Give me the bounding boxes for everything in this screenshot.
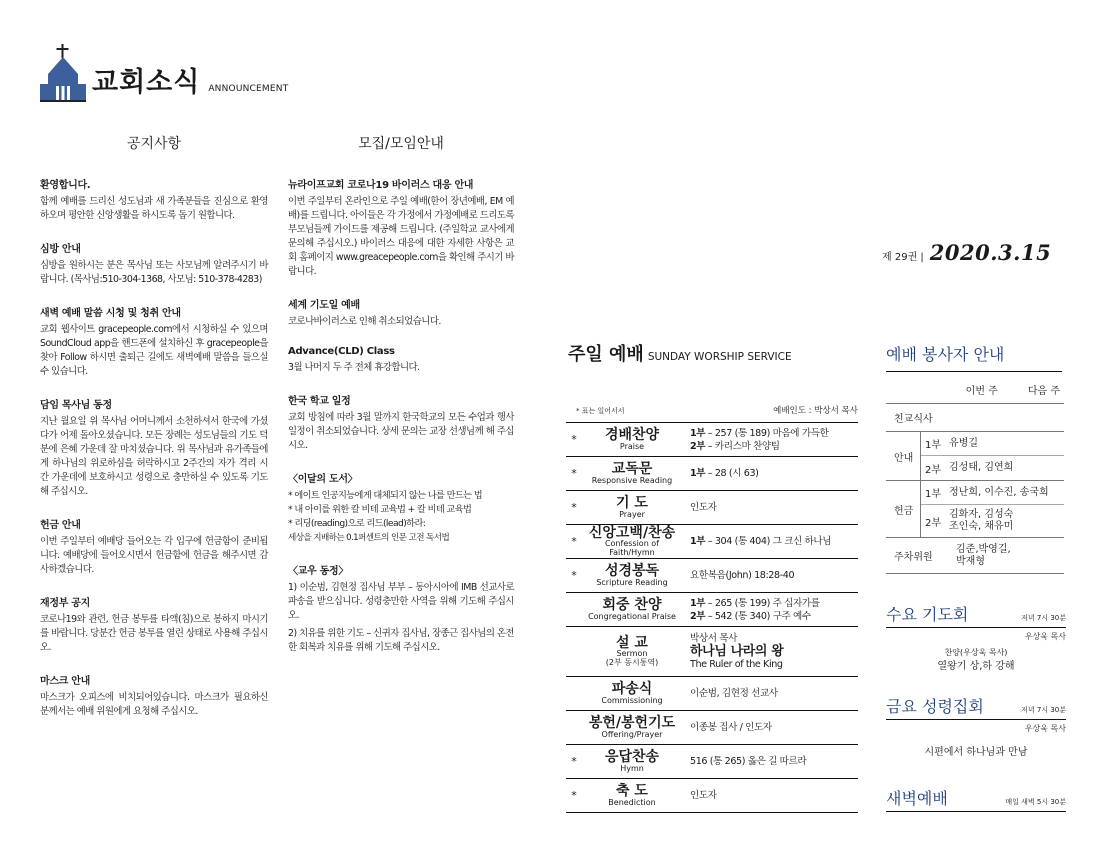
notice-title: 재정부 공지	[40, 598, 90, 609]
service-item-name	[582, 496, 682, 519]
book-line: * 에이트 인공지능에게 대체되지 않는 나를 만드는 법	[288, 490, 483, 501]
book-line: * 내 아이를 위한 칼 비테 교육법 + 칼 비테 교육법	[288, 504, 472, 515]
recruit-text: 교회 방침에 따라 3월 말까지 한국학교의 모든 수업과 행사 일정이 취소되었습니다. 상세 문의는 교장 선생님께 해 주십시오.	[288, 412, 514, 451]
notice-title: 담임 목사님 동정	[40, 400, 112, 411]
issue-info	[882, 240, 1051, 265]
notice-title: 심방 안내	[40, 244, 81, 255]
mission-item: 2) 치유를 위한 기도 – 신귀자 집사님, 장종근 집사님의 온전한 회복과 치유를 위해 기도해 주십시오.	[288, 628, 514, 653]
meeting-body	[886, 646, 1066, 674]
service-item-ko: 축 도	[616, 782, 648, 799]
service-row	[566, 593, 858, 627]
service-desc-line: 1부 – 304 (통 404) 그 크신 하나님	[690, 536, 832, 547]
service-item-en: Commissioning	[601, 695, 663, 705]
service-row	[566, 779, 858, 813]
service-item-en: Confession of Faith/Hymn	[604, 539, 660, 557]
issue-date: 2020.3.15	[929, 240, 1052, 265]
meeting-leader: 우상욱 목사	[1024, 724, 1066, 733]
service-item-en: Sermon	[616, 649, 648, 659]
meeting-title: 수요 기도회	[886, 605, 969, 624]
service-item-name	[582, 462, 682, 485]
meeting-line: 찬양(우상욱 목사)	[944, 648, 1008, 657]
fellowship-label: 친교식사	[894, 414, 933, 425]
service-item-ko: 설 교	[616, 634, 648, 651]
stand-marker: *	[571, 501, 577, 514]
notice-item	[40, 516, 268, 577]
volunteer-names: 김성태, 김연희	[949, 462, 1014, 473]
service-item-name	[582, 598, 682, 621]
usher-group	[886, 432, 1064, 481]
service-item-name	[582, 564, 682, 587]
service-desc-line: 인도자	[690, 790, 717, 801]
service-part-label: 1부	[925, 440, 942, 451]
service-desc-line: 1부 – 265 (통 199) 주 십자가를	[690, 597, 820, 609]
recruit-item	[288, 176, 514, 279]
service-title-en: SUNDAY WORSHIP SERVICE	[647, 351, 792, 363]
volunteer-names: 김화자, 김성숙 조인숙, 채유미	[949, 509, 1014, 532]
notice-text: 마스크가 오피스에 비치되어있습니다. 마스크가 필요하신 분께서는 예배 위원에게 요청해 주십시오.	[40, 692, 268, 717]
service-item-ko: 기 도	[616, 494, 648, 511]
service-part-label: 2부	[925, 517, 942, 529]
service-row	[566, 711, 858, 745]
service-item-desc	[682, 597, 858, 623]
service-part-label: 2부	[925, 464, 942, 476]
service-item-desc	[682, 755, 858, 768]
recruit-text: 이번 주일부터 온라인으로 주일 예배(한어 장년예배, EM 예배)를 드립니다. 아이들은 각 가정에서 가정예배로 드리도록 부모님들께 가이드를 제공해 드립니다. (주일학교 교사에게 문의해 주십시오.) 바이러스 대응에 대한 자세한 사항은 교회 홈페이지 www.greacepeople.com을 확인해 주시기 바랍니다.	[288, 196, 514, 277]
meeting-section	[886, 786, 1066, 816]
service-title-ko: 주일 예배	[568, 344, 644, 365]
service-item-ko: 파송식	[611, 680, 653, 697]
meeting-section	[886, 602, 1066, 674]
service-item-en: Congregational Praise	[588, 611, 676, 621]
service-part: 1부	[690, 468, 706, 479]
service-item-desc	[682, 721, 858, 734]
parking-row	[886, 538, 1064, 574]
offering-row	[921, 481, 1064, 505]
page-subtitle: ANNOUNCEMENT	[208, 84, 289, 94]
recruit-title: 세계 기도일 예배	[288, 300, 360, 311]
service-item-en: Benediction	[608, 797, 656, 807]
page-title: 교회소식	[92, 67, 201, 98]
notices-list	[40, 176, 268, 736]
stand-marker: *	[571, 433, 577, 446]
meeting-header	[886, 786, 1066, 812]
meeting-leader: 우상욱 목사	[1024, 632, 1066, 641]
service-row	[566, 423, 858, 457]
notice-title: 새벽 예배 말씀 시청 및 청취 안내	[40, 308, 181, 319]
service-item-note: (2부 동시통역)	[605, 657, 659, 667]
service-notes	[576, 404, 858, 416]
notice-item	[40, 396, 268, 499]
recruit-title: Advance(CLD) Class	[288, 346, 395, 357]
meeting-line: 열왕기 상,하 강해	[937, 661, 1015, 672]
service-item-name	[582, 526, 682, 557]
meeting-header	[886, 602, 1066, 628]
notice-title: 마스크 안내	[40, 676, 90, 687]
service-desc-line: 박상서 목사	[690, 633, 737, 644]
service-item-name	[582, 784, 682, 807]
service-desc-line: 요한복음(John) 18:28-40	[690, 570, 795, 581]
service-desc-line: 2부 – 카리스마 찬양팀	[690, 440, 780, 452]
book-line: * 리딩(reading)으로 리드(lead)하라:	[288, 518, 426, 529]
notice-text: 코로나19와 관련, 헌금 봉투를 타액(침)으로 봉하지 마시기를 바랍니다. 당분간 헌금 봉투를 열린 상태로 사용해 주십시오.	[40, 614, 268, 653]
church-icon	[40, 44, 86, 102]
recruit-item	[288, 392, 514, 453]
notice-item	[40, 672, 268, 719]
service-desc-line: 이종봉 집사 / 인도자	[690, 722, 772, 733]
recruit-item	[288, 296, 514, 329]
service-row	[566, 677, 858, 711]
service-title	[568, 340, 792, 366]
standing-note: * 표는 일어서서	[576, 407, 625, 415]
missions-section	[288, 562, 514, 655]
offering-group	[886, 481, 1064, 538]
recruit-heading: 모집/모임안내	[358, 136, 444, 152]
service-leader: 예배인도 : 박상서 목사	[773, 406, 858, 416]
service-item-ko: 성경봉독	[604, 562, 660, 579]
service-item-ko: 회중 찬양	[602, 596, 662, 613]
volunteer-names: 정난희, 이수진, 송국희	[949, 486, 1049, 498]
notice-item	[40, 304, 268, 379]
volunteer-names: 유병길	[949, 437, 978, 449]
stand-marker: *	[571, 535, 577, 548]
meeting-time: 저녁 7시 30분	[1021, 706, 1066, 714]
service-desc-line: 516 (통 265) 옳은 길 따르라	[690, 756, 807, 767]
notice-item	[40, 594, 268, 655]
service-item-ko: 응답찬송	[604, 748, 660, 765]
notice-text: 이번 주일부터 예배당 들어오는 각 입구에 헌금함이 준비됩니다. 예배당에 들어오시면서 헌금함에 헌금을 해주시면 감사하겠습니다.	[40, 536, 268, 575]
recruit-text: 코로나바이러스로 인해 취소되었습니다.	[288, 316, 441, 327]
service-item-en: Prayer	[619, 509, 645, 519]
service-item-name	[582, 428, 682, 451]
service-row	[566, 525, 858, 559]
offering-lines	[920, 481, 1064, 537]
service-item-ko: 경배찬양	[604, 426, 660, 443]
service-item-ko: 봉헌/봉헌기도	[588, 714, 676, 731]
usher-lines	[920, 432, 1064, 480]
meeting-section	[886, 694, 1066, 760]
service-item-name	[582, 750, 682, 773]
service-item-desc	[682, 501, 858, 514]
service-item-ko: 교독문	[611, 460, 653, 477]
meeting-title: 새벽예배	[886, 789, 948, 808]
offering-label: 헌금	[894, 505, 914, 517]
recruit-text: 3월 나머지 두 주 전체 휴강합니다.	[288, 362, 420, 373]
service-item-name	[582, 636, 682, 667]
books-section	[288, 470, 514, 545]
notice-text: 교회 웹사이트 gracepeople.com에서 시청하실 수 있으며 SoundCloud app을 핸드폰에 설치하신 후 gracepeople을 찾아 Follow 하시면 출퇴근 길에도 새벽예배 말씀을 들으실 수 있습니다.	[40, 324, 268, 377]
service-item-en: Responsive Reading	[591, 475, 673, 485]
books-title: 〈이달의 도서〉	[288, 474, 358, 485]
book-line: 세상을 지배하는 0.1퍼센트의 인문 고전 독서법	[288, 533, 450, 543]
service-desc-line: The Ruler of the King	[690, 659, 783, 670]
meeting-line: 시편에서 하나님과 만남	[924, 747, 1028, 758]
notice-text: 함께 예배를 드리신 성도님과 새 가족분들을 진심으로 환영하오며 평안한 신앙생활을 하시도록 돕기 원합니다.	[40, 196, 268, 221]
service-desc-line: 1부 – 257 (통 189) 마음에 가득한	[690, 427, 829, 439]
notice-text: 지난 월요일 위 목사님 어머니께서 소천하셔서 한국에 가셨다가 어제 돌아오셨습니다. 모든 장례는 성도님들의 기도 덕분에 은혜 가운데 잘 마치셨습니다. 위 목사님과 유가족들에게 하나님의 위로하심을 허락하시고 2주간의 자가 격리 시간 가운데에 보호하시고 성령으로 충만하실 수 있도록 기도해 주십시오.	[40, 416, 268, 497]
notices-heading: 공지사항	[126, 136, 182, 152]
next-week-label: 다음 주	[1027, 386, 1060, 397]
service-part: 1부	[690, 597, 706, 609]
meeting-time: 매일 새벽 5시 30분	[1005, 798, 1066, 806]
service-desc-line: 1부 – 28 (시 63)	[690, 468, 759, 479]
parking-label: 주차위원	[894, 552, 933, 563]
service-item-desc	[682, 427, 858, 453]
recruit-title: 뉴라이프교회 코로나19 바이러스 대응 안내	[288, 180, 474, 191]
recruit-title: 한국 학교 일정	[288, 396, 351, 407]
service-row	[566, 457, 858, 491]
page-header	[40, 42, 288, 102]
volunteer-title: 예배 봉사자 안내	[886, 342, 1062, 372]
service-item-en: Scripture Reading	[596, 577, 668, 587]
service-item-name	[582, 716, 682, 739]
parking-names: 김준,박영길, 박재형	[956, 543, 1011, 567]
usher-row	[921, 456, 1064, 480]
recruit-item	[288, 346, 514, 375]
volunteer-section	[886, 342, 1064, 574]
notice-title: 환영합니다.	[40, 180, 91, 191]
stand-marker: *	[571, 467, 577, 480]
service-item-desc	[682, 687, 858, 700]
fellowship-row	[886, 404, 1064, 432]
service-item-desc	[682, 569, 858, 582]
service-item-desc	[682, 535, 858, 548]
service-part: 1부	[690, 536, 706, 547]
meeting-header	[886, 694, 1066, 720]
service-part: 1부	[690, 427, 706, 439]
this-week-label: 이번 주	[965, 386, 998, 397]
service-desc-line: 인도자	[690, 502, 717, 513]
service-desc-line: 이순범, 김현정 선교사	[690, 688, 778, 699]
service-part: 2부	[690, 440, 706, 452]
service-item-en: Hymn	[620, 763, 644, 773]
service-row	[566, 745, 858, 779]
usher-label: 안내	[894, 452, 914, 464]
notice-text: 심방을 원하시는 분은 목사님 또는 사모님께 알려주시기 바랍니다. (목사님:510-304-1368, 사모님: 510-378-4283)	[40, 260, 268, 285]
volunteer-header	[886, 372, 1064, 404]
service-desc-line: 2부 – 542 (통 340) 구주 예수	[690, 610, 811, 622]
stand-marker: *	[571, 569, 577, 582]
service-part-label: 1부	[925, 489, 942, 500]
usher-row	[921, 432, 1064, 456]
service-item-en: Offering/Prayer	[601, 729, 663, 739]
stand-marker: *	[571, 755, 577, 768]
service-order-table	[566, 422, 858, 813]
service-item-name	[582, 682, 682, 705]
recruit-list	[288, 176, 514, 672]
issue-volume: 제 29권 |	[882, 252, 924, 263]
meeting-body	[886, 746, 1066, 760]
service-row	[566, 627, 858, 677]
service-part: 2부	[690, 610, 706, 622]
notice-item	[40, 240, 268, 287]
service-item-desc	[682, 632, 858, 671]
service-row	[566, 491, 858, 525]
meeting-title: 금요 성령집회	[886, 697, 984, 716]
service-row	[566, 559, 858, 593]
stand-marker: *	[571, 789, 577, 802]
service-desc-line: 하나님 나라의 왕	[690, 644, 784, 659]
service-item-en: Praise	[619, 441, 645, 451]
meeting-time: 저녁 7시 30분	[1021, 614, 1066, 622]
notice-title: 헌금 안내	[40, 520, 81, 531]
service-item-ko: 신앙고백/찬송	[588, 524, 676, 541]
service-item-desc	[682, 789, 858, 802]
service-item-desc	[682, 467, 858, 480]
missions-title: 〈교우 동정〉	[288, 566, 349, 577]
mission-item: 1) 이순범, 김현정 집사님 부부 – 동아시아에 IMB 선교사로 파송을 받으십니다. 성령충만한 사역을 위해 기도해 주십시오.	[288, 582, 514, 621]
offering-row	[921, 505, 1064, 537]
notice-item	[40, 176, 268, 223]
